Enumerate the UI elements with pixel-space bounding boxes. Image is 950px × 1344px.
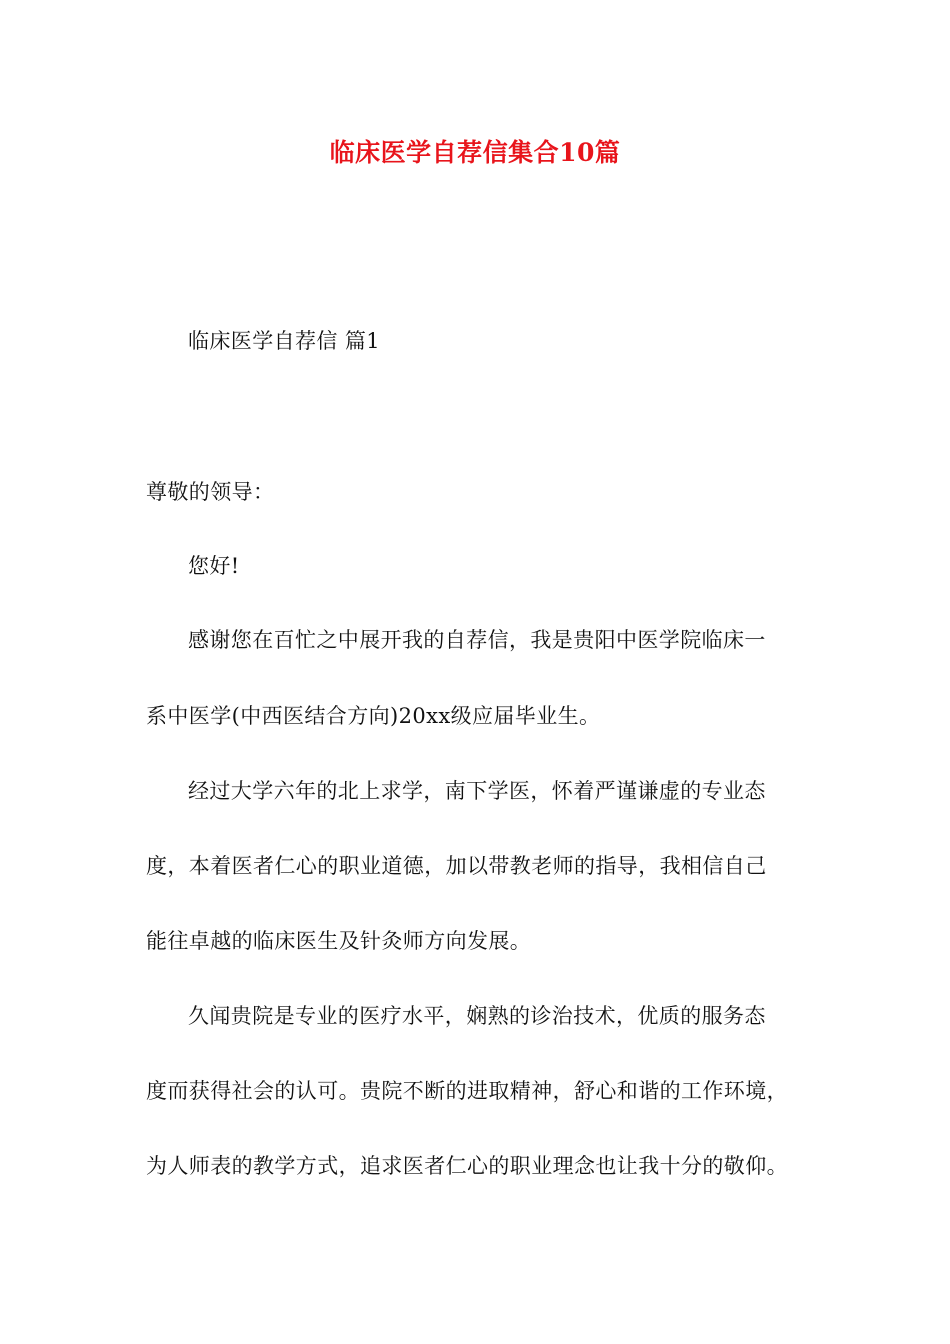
paragraph-line: 系中医学(中西医结合方向)20xx级应届毕业生。 [146, 704, 601, 728]
paragraph-line: 能往卓越的临床医生及针灸师方向发展。 [146, 929, 532, 953]
paragraph-line: 久闻贵院是专业的医疗水平，娴熟的诊治技术，优质的服务态 [188, 1004, 766, 1028]
salutation: 尊敬的领导： [146, 480, 275, 504]
paragraph-line: 度而获得社会的认可。贵院不断的进取精神，舒心和谐的工作环境， [146, 1079, 788, 1103]
paragraph-line: 为人师表的教学方式，追求医者仁心的职业理念也让我十分的敬仰。 [146, 1154, 788, 1178]
greeting: 您好! [188, 554, 240, 578]
document-title: 临床医学自荐信集合10篇 [329, 138, 621, 167]
paragraph-line: 度，本着医者仁心的职业道德，加以带教老师的指导，我相信自己 [146, 854, 767, 878]
paragraph-line: 经过大学六年的北上求学，南下学医，怀着严谨谦虚的专业态 [188, 779, 766, 803]
section-heading: 临床医学自荐信 篇1 [188, 329, 381, 353]
paragraph-line: 感谢您在百忙之中展开我的自荐信，我是贵阳中医学院临床一 [188, 628, 766, 652]
